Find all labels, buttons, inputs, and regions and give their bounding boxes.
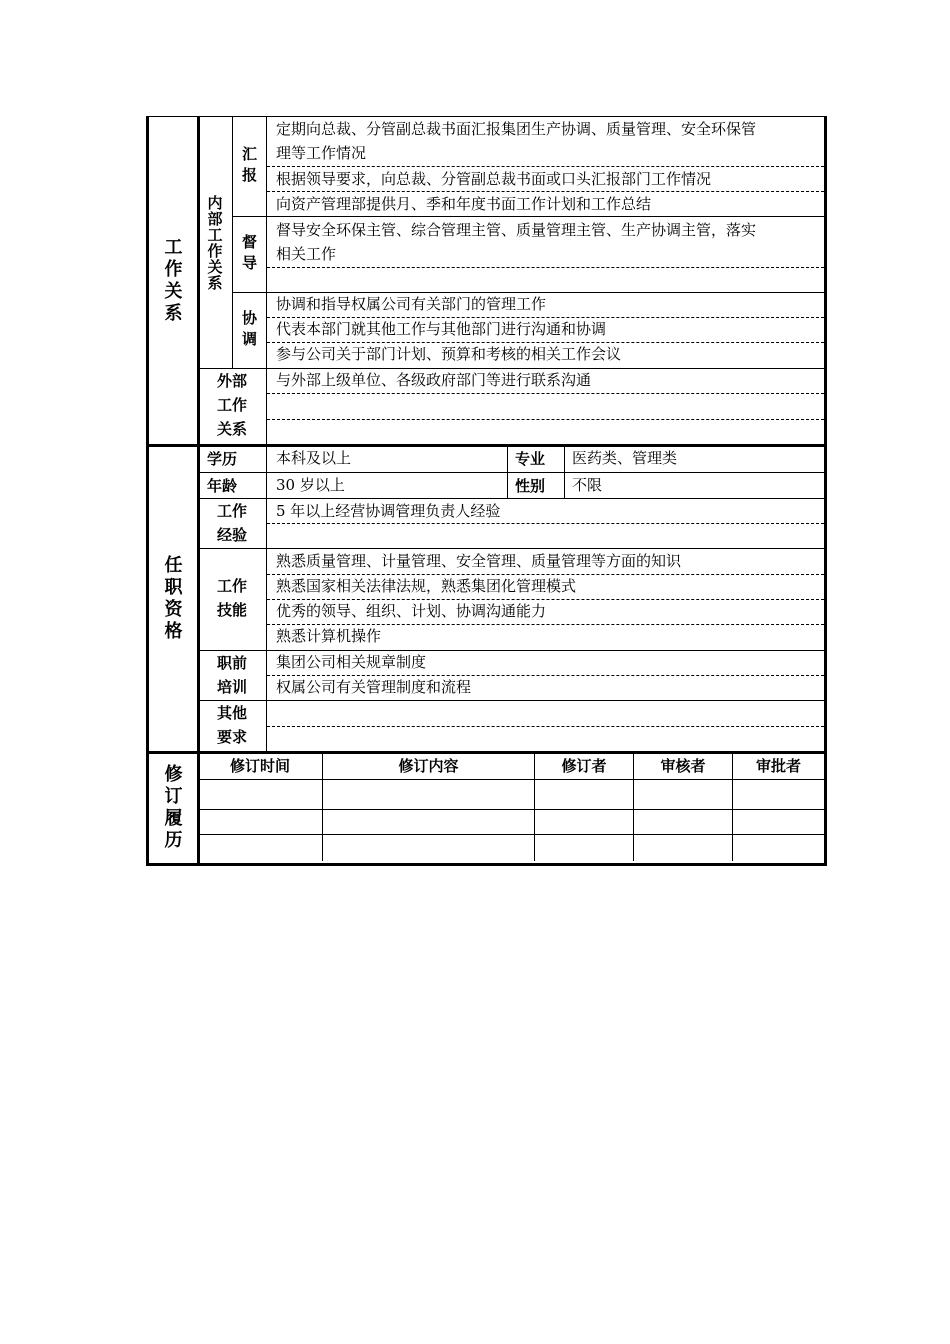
skill-item: 熟悉国家相关法律法规，熟悉集团化管理模式 (276, 577, 577, 595)
experience-label-line: 经验 (216, 526, 247, 544)
revision-header-content: 修订内容 (398, 757, 459, 775)
external-relations-label (198, 369, 266, 441)
supervise-label-text: 督导 (240, 233, 258, 276)
divider (267, 267, 824, 268)
external-label-line: 工作 (216, 396, 247, 414)
divider (267, 419, 824, 420)
report-item: 定期向总裁、分管副总裁书面汇报集团生产协调、质量管理、安全环保管 (276, 120, 757, 138)
internal-relations-label (198, 117, 232, 368)
age-value: 30 岁以上 (276, 476, 345, 494)
training-item: 权属公司有关管理制度和流程 (276, 678, 472, 696)
report-item: 理等工作情况 (276, 144, 367, 162)
supervise-item: 相关工作 (276, 245, 337, 263)
divider (267, 523, 824, 524)
other-label-line: 其他 (216, 704, 247, 722)
skill-item: 优秀的领导、组织、计划、协调沟通能力 (276, 602, 547, 620)
major-label: 专业 (515, 450, 546, 468)
section-label-qualifications (146, 447, 197, 751)
divider (233, 216, 824, 217)
skill-item: 熟悉质量管理、计量管理、安全管理、质量管理等方面的知识 (276, 552, 682, 570)
coordinate-item: 参与公司关于部门计划、预算和考核的相关工作会议 (276, 345, 622, 363)
report-item: 向资产管理部提供月、季和年度书面工作计划和工作总结 (276, 195, 652, 213)
gender-label: 性别 (515, 477, 546, 495)
major-value: 医药类、管理类 (572, 449, 678, 467)
skills-label-line: 技能 (216, 601, 247, 619)
report-label (233, 117, 266, 216)
section-divider-qualifications (146, 444, 824, 447)
section-label-work-relations (146, 117, 197, 444)
divider (267, 393, 824, 394)
divider (267, 726, 824, 727)
divider (198, 779, 824, 780)
training-label-line: 培训 (216, 678, 247, 696)
education-value: 本科及以上 (276, 449, 352, 467)
section-label-text: 任职资格 (161, 555, 183, 643)
report-item: 根据领导要求，向总裁、分管副总裁书面或口头汇报部门工作情况 (276, 170, 712, 188)
training-item: 集团公司相关规章制度 (276, 653, 427, 671)
section-label-text: 修订履历 (161, 764, 183, 852)
revision-header-time: 修订时间 (229, 757, 290, 775)
experience-item: 5 年以上经营协调管理负责人经验 (276, 502, 501, 520)
skills-label (198, 574, 266, 622)
external-label-line: 关系 (216, 420, 247, 438)
revision-header-reviewer: 审核者 (660, 757, 706, 775)
internal-label-text: 内部工作关系 (205, 194, 224, 291)
training-label-line: 职前 (216, 654, 247, 672)
divider (198, 834, 824, 835)
divider (198, 809, 824, 810)
age-label: 年龄 (207, 477, 238, 495)
section-label-text: 工作关系 (161, 236, 183, 325)
external-label-line: 外部 (216, 372, 247, 390)
skills-label-line: 工作 (216, 577, 247, 595)
training-label (198, 651, 266, 699)
report-label-text: 汇报 (240, 145, 258, 188)
divider (198, 700, 824, 701)
other-label-line: 要求 (216, 728, 247, 746)
supervise-label (233, 217, 266, 292)
experience-label-line: 工作 (216, 502, 247, 520)
coordinate-label (233, 293, 266, 368)
education-label: 学历 (207, 450, 238, 468)
gender-value: 不限 (572, 476, 603, 494)
other-requirements-label (198, 701, 266, 749)
revision-header-reviser: 修订者 (561, 757, 607, 775)
coordinate-label-text: 协调 (240, 309, 258, 352)
skill-item: 熟悉计算机操作 (276, 627, 382, 645)
coordinate-item: 协调和指导权属公司有关部门的管理工作 (276, 295, 547, 313)
section-label-revision (146, 754, 197, 862)
revision-header-approver: 审批者 (755, 757, 801, 775)
experience-label (198, 499, 266, 547)
supervise-item: 督导安全环保主管、综合管理主管、质量管理主管、生产协调主管，落实 (276, 221, 757, 239)
coordinate-item: 代表本部门就其他工作与其他部门进行沟通和协调 (276, 320, 607, 338)
external-item: 与外部上级单位、各级政府部门等进行联系沟通 (276, 371, 592, 389)
